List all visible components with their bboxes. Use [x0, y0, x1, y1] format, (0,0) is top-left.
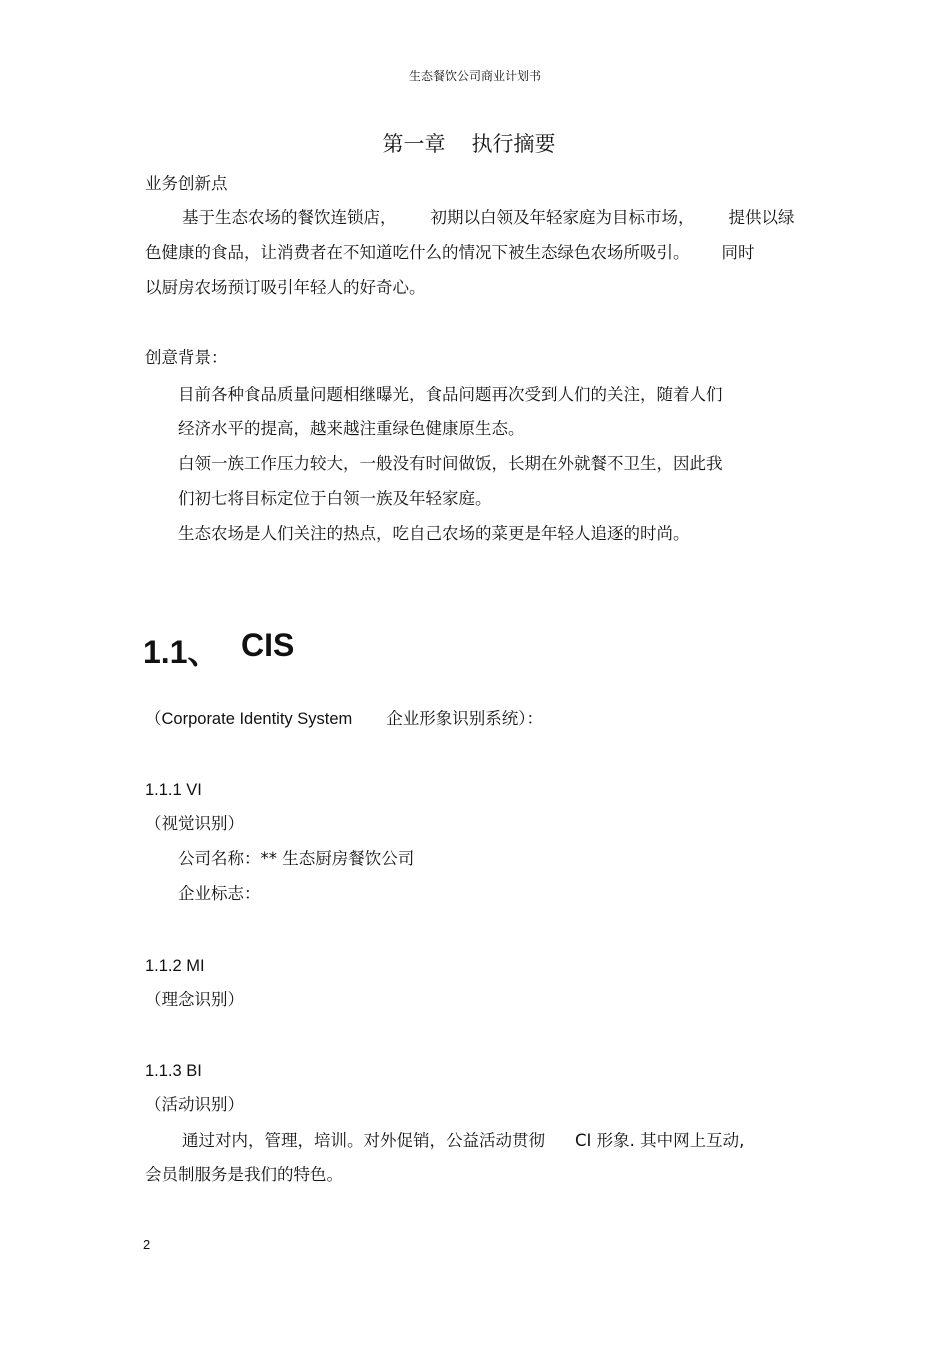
chapter-title	[0, 128, 938, 158]
background-line-5: 生态农场是人们关注的热点，吃自己农场的菜更是年轻人追逐的时尚。	[178, 524, 690, 543]
vi-subtitle: （视觉识别）	[145, 814, 244, 833]
bi-heading: 1.1.3 BI	[145, 1062, 202, 1080]
chapter-number: 第一章	[382, 132, 446, 156]
cis-section-number: 1.1、	[143, 634, 220, 670]
background-line-4: 们初七将目标定位于白领一族及年轻家庭。	[178, 489, 492, 508]
chapter-name: 执行摘要	[471, 132, 556, 156]
mi-subtitle: （理念识别）	[145, 990, 244, 1009]
bi-line-2: 会员制服务是我们的特色。	[145, 1165, 343, 1184]
innovation-line-1: 基于生态农场的餐饮连锁店， 初期以白领及年轻家庭为目标市场， 提供以绿	[182, 208, 795, 227]
background-line-3: 白领一族工作压力较大，一般没有时间做饭，长期在外就餐不卫生，因此我	[178, 454, 723, 473]
company-logo-label: 企业标志：	[178, 884, 261, 903]
vi-heading: 1.1.1 VI	[145, 781, 202, 799]
background-line-2: 经济水平的提高，越来越注重绿色健康原生态。	[178, 419, 525, 438]
cis-subtitle: （Corporate Identity System 企业形象识别系统）：	[145, 709, 543, 728]
running-header: 生态餐饮公司商业计划书	[408, 69, 541, 83]
background-heading: 创意背景：	[145, 348, 228, 367]
innovation-heading: 业务创新点	[145, 174, 228, 193]
innovation-line-3: 以厨房农场预订吸引年轻人的好奇心。	[145, 278, 426, 297]
background-line-1: 目前各种食品质量问题相继曝光，食品问题再次受到人们的关注，随着人们	[178, 385, 723, 404]
cis-section-title: CIS	[241, 627, 295, 663]
bi-subtitle: （活动识别）	[145, 1095, 244, 1114]
mi-heading: 1.1.2 MI	[145, 957, 205, 975]
innovation-line-2: 色健康的食品，让消费者在不知道吃什么的情况下被生态绿色农场所吸引。 同时	[145, 243, 755, 262]
page-number: 2	[143, 1237, 151, 1252]
bi-line-1: 通过对内，管理，培训。对外促销，公益活动贯彻 CI 形象. 其中网上互动,	[182, 1131, 745, 1150]
company-name: 公司名称：** 生态厨房餐饮公司	[178, 849, 415, 868]
